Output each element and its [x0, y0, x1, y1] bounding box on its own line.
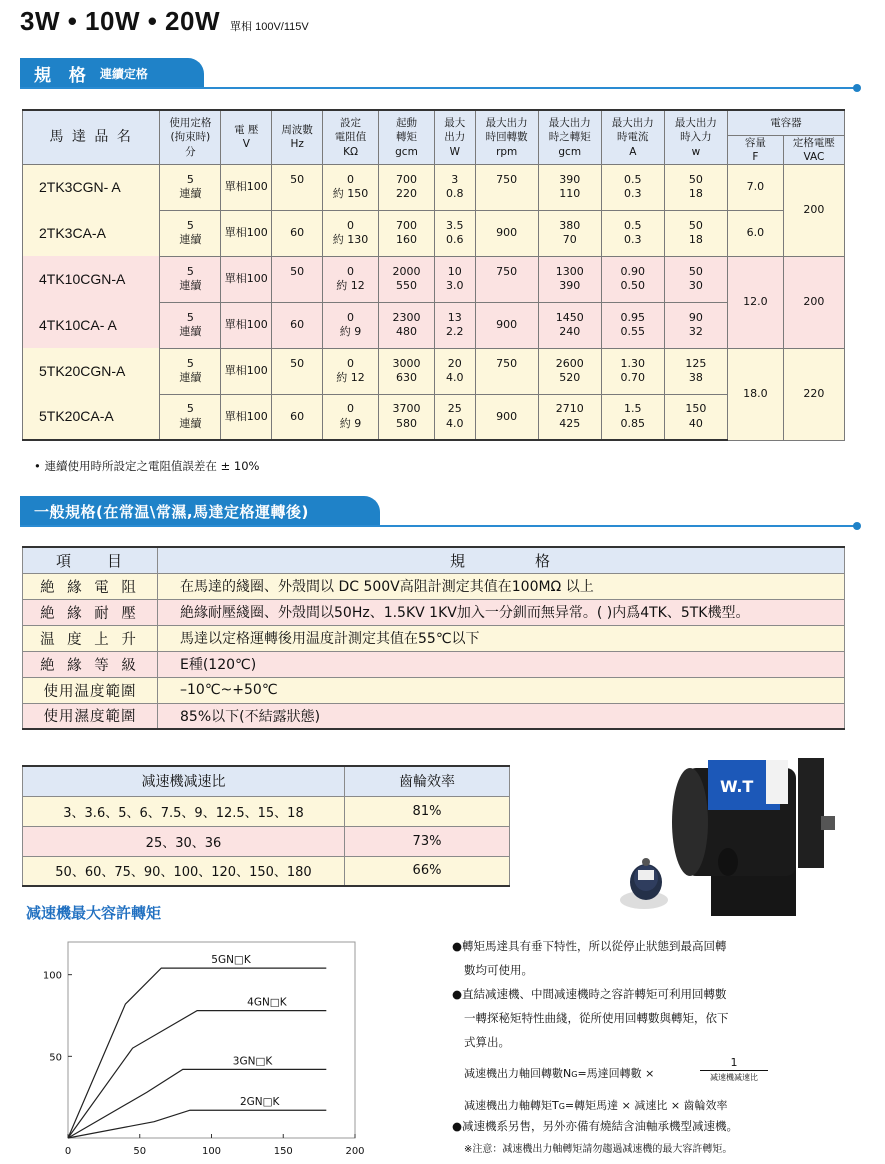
th-gear-eff: 齒輪效率 [345, 766, 510, 796]
cell-voltage: 單相100 [221, 348, 272, 394]
gear-row [23, 856, 510, 886]
th-freq: 周波數 Hz [272, 110, 323, 164]
cell-max-input: 50 30 [664, 256, 727, 302]
cell-max-input: 90 32 [664, 302, 727, 348]
chart-title: 减速機最大容許轉矩 [26, 904, 162, 922]
torque-chart [30, 935, 380, 1163]
cell-start-torque: 700 160 [379, 210, 435, 256]
th-voltage: 電 壓 V [221, 110, 272, 164]
cell-start-torque: 3700 580 [379, 394, 435, 440]
note-b2: ●直結减速機、中間减速機時之容許轉矩可利用回轉數 [452, 987, 727, 1001]
th-capacitor: 電容器 [727, 110, 844, 135]
cell-model: 4TK10CGN-A [23, 256, 160, 302]
cell-rpm: 750 [475, 348, 538, 394]
note-b2b: 一轉探秘矩特性曲綫，從所使用回轉數與轉矩，依下 [464, 1011, 729, 1025]
cell-cap: 18.0 [727, 348, 783, 440]
th-model: 馬 達 品 名 [23, 110, 160, 164]
cell-rpm: 900 [475, 210, 538, 256]
series-label: 4GN□K [247, 996, 287, 1009]
section-spec-rule [20, 87, 858, 89]
page-title: 3W • 10W • 20W 單相 100V/115V [20, 6, 309, 36]
th-max-input: 最大出力 時入力 w [664, 110, 727, 164]
general-item: 温 度 上 升 [23, 625, 158, 651]
cell-resistor: 0 約 9 [323, 394, 379, 440]
gear-row [23, 826, 510, 856]
note-b4: ※注意：减速機出力軸轉矩請勿趨過减速機的最大容許轉矩。 [464, 1144, 733, 1155]
cell-max-current: 1.30 0.70 [601, 348, 664, 394]
gear-ratio: 50、60、75、90、100、120、150、180 [23, 856, 345, 886]
series-line [68, 968, 326, 1138]
gear-eff: 66% [345, 856, 510, 886]
cell-max-input: 50 18 [664, 210, 727, 256]
cell-rating: 5 連續 [160, 348, 221, 394]
general-item: 使用温度範圍 [23, 677, 158, 703]
th-max-current: 最大出力 時電流 A [601, 110, 664, 164]
spec-note: • 連續使用時所設定之電阻值誤差在 ± 10% [34, 459, 260, 473]
general-value: 85%以下(不結露狀態) [158, 703, 845, 729]
cell-model: 5TK20CGN-A [23, 348, 160, 394]
spec-row [23, 302, 845, 348]
y-tick-label: 50 [49, 1052, 62, 1064]
cell-max-out: 3 0.8 [434, 164, 475, 210]
general-value: 絶緣耐壓綫圈、外殼間以50Hz、1.5KV 1KV加入一分釧而無异常。( )内爲4TK、5TK機型。 [158, 599, 845, 625]
motor-label: W.T [720, 777, 754, 796]
series-line [68, 1110, 326, 1138]
note-b1: ●轉矩馬達具有垂下特性，所以從停止狀態到最高回轉 [452, 939, 727, 953]
cell-max-input: 150 40 [664, 394, 727, 440]
cell-max-torque: 380 70 [538, 210, 601, 256]
cell-max-torque: 2600 520 [538, 348, 601, 394]
th-rating: 使用定格 (拘束時) 分 [160, 110, 221, 164]
cell-rating: 5 連續 [160, 394, 221, 440]
general-row [23, 625, 845, 651]
cell-max-torque: 1300 390 [538, 256, 601, 302]
cell-model: 5TK20CA-A [23, 394, 160, 440]
cell-rpm: 750 [475, 256, 538, 302]
general-item: 使用濕度範圍 [23, 703, 158, 729]
spec-row [23, 394, 845, 440]
cell-voltage: 單相100 [221, 210, 272, 256]
gear-row [23, 796, 510, 826]
cell-max-current: 0.5 0.3 [601, 210, 664, 256]
cell-freq: 60 [272, 302, 323, 348]
cell-rated-voltage: 200 [783, 164, 844, 256]
fraction-denominator: 减速機减速比 [710, 1073, 758, 1082]
general-item: 絶 緣 耐 壓 [23, 599, 158, 625]
th-max-rpm: 最大出力 時回轉數 rpm [475, 110, 538, 164]
gear-eff: 73% [345, 826, 510, 856]
th-max-torque: 最大出力 時之轉矩 gcm [538, 110, 601, 164]
general-spec-table [22, 546, 845, 730]
cell-max-out: 25 4.0 [434, 394, 475, 440]
cell-rating: 5 連續 [160, 256, 221, 302]
section-general-title: 一般規格(在常温\常濕,馬達定格運轉後) [34, 502, 309, 521]
cell-resistor: 0 約 130 [323, 210, 379, 256]
th-spec: 規 格 [158, 547, 845, 573]
general-item: 絶 緣 電 阻 [23, 573, 158, 599]
note-b1b: 數均可使用。 [464, 963, 533, 977]
section-general-dot [853, 522, 861, 530]
cell-voltage: 單相100 [221, 302, 272, 348]
section-spec-banner [20, 58, 204, 88]
formula-torque: 减速機出力軸轉矩TG=轉矩馬達 × 减速比 × 齒輪效率 [464, 1099, 728, 1112]
formula-fraction [700, 1055, 768, 1085]
cell-max-out: 3.5 0.6 [434, 210, 475, 256]
cell-resistor: 0 約 150 [323, 164, 379, 210]
x-tick-label: 0 [64, 1146, 72, 1157]
cell-resistor: 0 約 12 [323, 348, 379, 394]
section-general-rule [20, 525, 858, 527]
cell-cap: 6.0 [727, 210, 783, 256]
cell-freq: 60 [272, 394, 323, 440]
cell-model: 2TK3CGN- A [23, 164, 160, 210]
spec-table [22, 109, 845, 441]
spec-row [23, 348, 845, 394]
cell-voltage: 單相100 [221, 256, 272, 302]
general-row [23, 651, 845, 677]
cell-cap: 7.0 [727, 164, 783, 210]
gear-efficiency-table [22, 765, 510, 887]
section-general-banner [20, 496, 380, 526]
page-subtitle: 單相 100V/115V [230, 21, 309, 33]
cell-rating: 5 連續 [160, 302, 221, 348]
cell-max-torque: 2710 425 [538, 394, 601, 440]
series-label: 2GN□K [239, 1096, 280, 1109]
cell-rating: 5 連續 [160, 164, 221, 210]
series-line [68, 1011, 326, 1138]
y-tick-label: 100 [42, 970, 62, 982]
th-cap-voltage: 定格電壓 VAC [783, 135, 844, 164]
cell-model: 2TK3CA-A [23, 210, 160, 256]
cell-model: 4TK10CA- A [23, 302, 160, 348]
cell-resistor: 0 約 12 [323, 256, 379, 302]
cell-max-out: 10 3.0 [434, 256, 475, 302]
cell-start-torque: 700 220 [379, 164, 435, 210]
cell-voltage: 單相100 [221, 394, 272, 440]
spec-row [23, 210, 845, 256]
cell-max-torque: 1450 240 [538, 302, 601, 348]
motor-image [616, 752, 838, 924]
gear-ratio: 25、30、36 [23, 826, 345, 856]
section-spec-subtitle: 連續定格 [99, 66, 148, 81]
cell-max-current: 0.95 0.55 [601, 302, 664, 348]
general-row [23, 677, 845, 703]
cell-rated-voltage: 220 [783, 348, 844, 440]
series-line [68, 1069, 326, 1138]
general-value: E種(120℃) [158, 651, 845, 677]
cell-freq: 50 [272, 348, 323, 394]
cell-rated-voltage: 200 [783, 256, 844, 348]
th-item: 項 目 [23, 547, 158, 573]
cell-max-out: 13 2.2 [434, 302, 475, 348]
th-max-out: 最大 出力 W [434, 110, 475, 164]
th-gear-ratio: 减速機减速比 [23, 766, 345, 796]
cell-start-torque: 2000 550 [379, 256, 435, 302]
general-value: 馬達以定格運轉後用温度計測定其值在55℃以下 [158, 625, 845, 651]
x-tick-label: 100 [201, 1146, 222, 1157]
cell-start-torque: 2300 480 [379, 302, 435, 348]
general-row [23, 573, 845, 599]
general-row [23, 703, 845, 729]
cell-max-input: 125 38 [664, 348, 727, 394]
gear-ratio: 3、3.6、5、6、7.5、9、12.5、15、18 [23, 796, 345, 826]
cell-resistor: 0 約 9 [323, 302, 379, 348]
general-value: –10℃~+50℃ [158, 677, 845, 703]
general-value: 在馬達的綫圈、外殼間以 DC 500V高阻計測定其值在100MΩ 以上 [158, 573, 845, 599]
formula-speed: 减速機出力軸回轉數NG=馬達回轉數 × [464, 1067, 655, 1080]
cell-max-torque: 390 110 [538, 164, 601, 210]
cell-max-current: 0.5 0.3 [601, 164, 664, 210]
note-b3: ●减速機系另售，另外亦備有燒結含油軸承機型减速機。 [452, 1119, 739, 1133]
fraction-numerator: 1 [700, 1055, 768, 1071]
cell-rating: 5 連續 [160, 210, 221, 256]
cell-freq: 60 [272, 210, 323, 256]
th-cap-capacity: 容量 F [727, 135, 783, 164]
plot-frame [68, 942, 355, 1138]
th-start-torque: 起動 轉矩 gcm [379, 110, 435, 164]
cell-max-out: 20 4.0 [434, 348, 475, 394]
cell-max-input: 50 18 [664, 164, 727, 210]
x-tick-label: 200 [345, 1146, 365, 1157]
cell-max-current: 0.90 0.50 [601, 256, 664, 302]
general-item: 絶 緣 等 級 [23, 651, 158, 677]
cell-start-torque: 3000 630 [379, 348, 435, 394]
th-resistor: 設定 電阻值 KΩ [323, 110, 379, 164]
x-tick-label: 150 [273, 1146, 293, 1157]
series-label: 3GN□K [232, 1055, 273, 1068]
general-row [23, 599, 845, 625]
cell-freq: 50 [272, 256, 323, 302]
cell-freq: 50 [272, 164, 323, 210]
spec-row [23, 164, 845, 210]
x-tick-label: 50 [133, 1146, 147, 1157]
series-label: 5GN□K [211, 954, 251, 967]
cell-max-current: 1.5 0.85 [601, 394, 664, 440]
cell-rpm: 900 [475, 302, 538, 348]
section-spec-title: 規 格 [34, 65, 92, 86]
cell-rpm: 900 [475, 394, 538, 440]
spec-row [23, 256, 845, 302]
cell-cap: 12.0 [727, 256, 783, 348]
gear-eff: 81% [345, 796, 510, 826]
cell-voltage: 單相100 [221, 164, 272, 210]
section-spec-dot [853, 84, 861, 92]
cell-rpm: 750 [475, 164, 538, 210]
note-b2c: 式算出。 [464, 1035, 510, 1049]
